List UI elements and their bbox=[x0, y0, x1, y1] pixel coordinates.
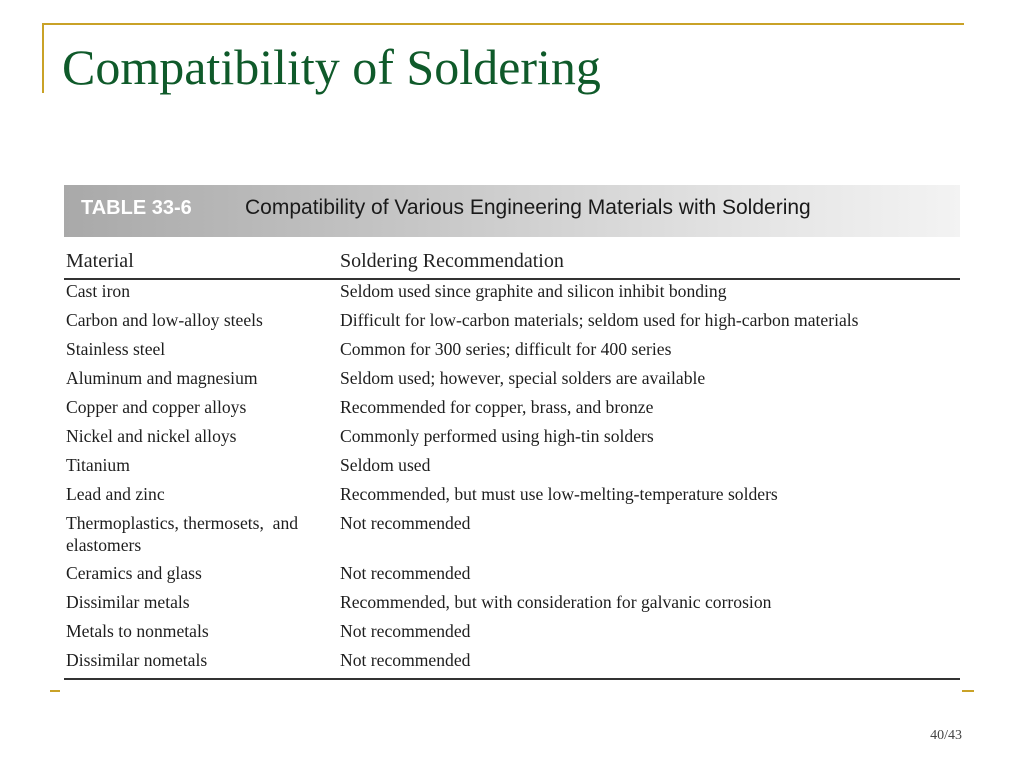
column-header-material: Material bbox=[66, 250, 134, 272]
recommendation-cell: Common for 300 series; difficult for 400 series bbox=[340, 339, 672, 359]
column-header-recommendation: Soldering Recommendation bbox=[340, 250, 564, 272]
material-cell: Aluminum and magnesium bbox=[66, 368, 258, 388]
table-bottom-rule bbox=[64, 678, 960, 680]
recommendation-cell: Not recommended bbox=[340, 513, 471, 533]
recommendation-cell: Not recommended bbox=[340, 621, 471, 641]
recommendation-cell: Recommended, but with consideration for galvanic corrosion bbox=[340, 592, 772, 612]
material-cell: Carbon and low-alloy steels bbox=[66, 310, 263, 330]
recommendation-cell: Recommended, but must use low-melting-temperature solders bbox=[340, 484, 778, 504]
slide-title: Compatibility of Soldering bbox=[62, 39, 601, 95]
material-cell: Titanium bbox=[66, 455, 130, 475]
material-cell: Ceramics and glass bbox=[66, 563, 202, 583]
table-number: TABLE 33-6 bbox=[81, 197, 192, 219]
table-header-row bbox=[64, 250, 960, 274]
material-cell: Thermoplastics, thermosets, and elastomers bbox=[66, 513, 299, 555]
recommendation-cell: Seldom used; however, special solders are available bbox=[340, 368, 706, 388]
page-number: 40/43 bbox=[930, 728, 962, 743]
recommendation-cell: Seldom used bbox=[340, 455, 431, 475]
material-cell: Stainless steel bbox=[66, 339, 166, 359]
recommendation-cell: Seldom used since graphite and silicon inhibit bonding bbox=[340, 281, 727, 301]
frame-bottom-left-mark bbox=[50, 690, 60, 692]
material-cell: Dissimilar nometals bbox=[66, 650, 208, 670]
material-cell: Nickel and nickel alloys bbox=[66, 426, 237, 446]
recommendation-cell: Recommended for copper, brass, and bronze bbox=[340, 397, 654, 417]
material-cell: Lead and zinc bbox=[66, 484, 165, 504]
frame-left-line bbox=[42, 23, 44, 93]
material-cell: Dissimilar metals bbox=[66, 592, 190, 612]
frame-top-line bbox=[42, 23, 964, 25]
recommendation-cell: Difficult for low-carbon materials; seldom used for high-carbon materials bbox=[340, 310, 859, 330]
recommendation-cell: Not recommended bbox=[340, 650, 471, 670]
frame-bottom-right-mark bbox=[962, 690, 974, 692]
material-cell: Copper and copper alloys bbox=[66, 397, 247, 417]
table-caption: Compatibility of Various Engineering Materials with Soldering bbox=[245, 196, 811, 219]
material-cell: Cast iron bbox=[66, 281, 131, 301]
recommendation-cell: Commonly performed using high-tin solders bbox=[340, 426, 654, 446]
recommendation-cell: Not recommended bbox=[340, 563, 471, 583]
table-caption-banner bbox=[64, 185, 960, 237]
material-cell: Metals to nonmetals bbox=[66, 621, 209, 641]
